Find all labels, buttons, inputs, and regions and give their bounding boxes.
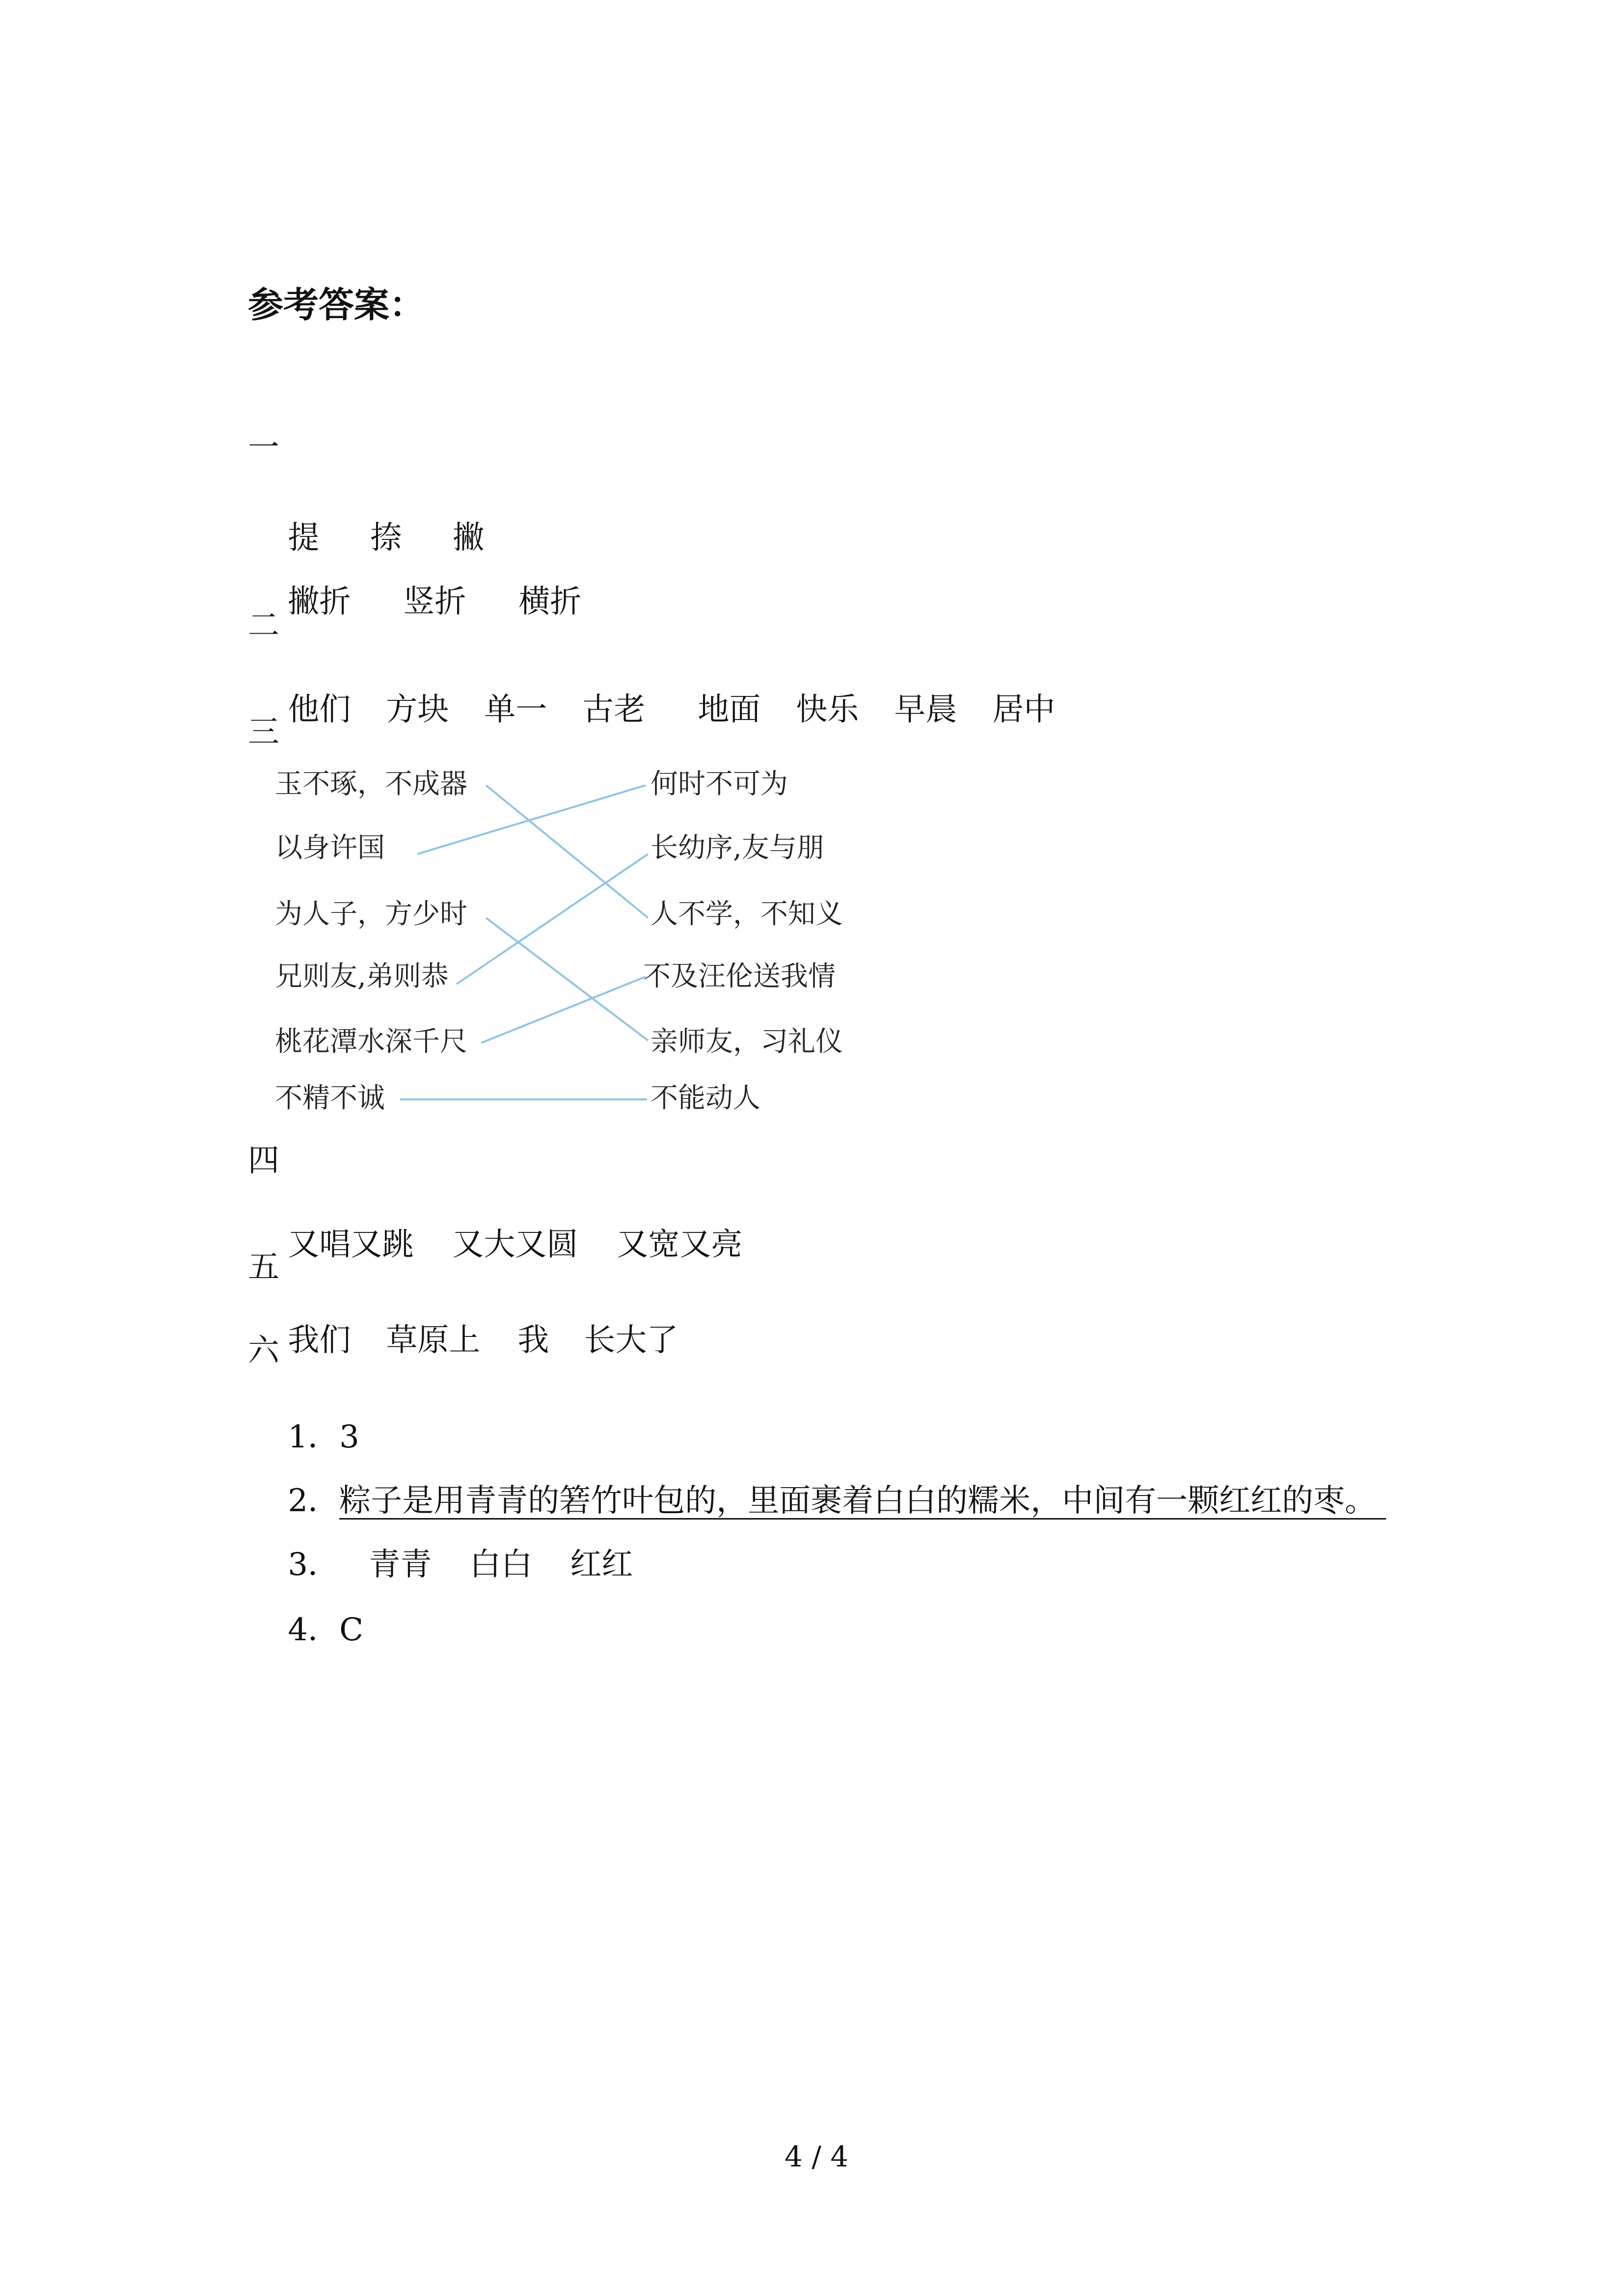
match-line bbox=[486, 918, 648, 1041]
question-number: 1． bbox=[288, 1419, 340, 1455]
answer: 居中 bbox=[992, 692, 1056, 728]
answer: 早晨 bbox=[894, 692, 957, 728]
answer: 提 bbox=[288, 520, 320, 556]
question-number: 3． bbox=[288, 1547, 340, 1583]
question-number: 4． bbox=[288, 1612, 340, 1648]
answer: 他们 bbox=[288, 692, 351, 728]
section-2-label: 二 bbox=[248, 608, 279, 644]
answer: 地面 bbox=[698, 692, 761, 728]
answer: 横折 bbox=[518, 584, 582, 620]
left-item: 桃花潭水深千尺 bbox=[275, 1026, 467, 1058]
match-line bbox=[481, 977, 646, 1043]
section-5-label: 五 bbox=[248, 1249, 279, 1285]
answer: 方块 bbox=[386, 692, 449, 728]
answer: 又大又圆 bbox=[452, 1227, 578, 1263]
section-1-label: 一 bbox=[248, 429, 279, 466]
left-item: 兄则友,弟则恭 bbox=[275, 961, 449, 992]
answer: 长大了 bbox=[584, 1322, 678, 1359]
underline-tail bbox=[1376, 1483, 1386, 1519]
answer: 3 bbox=[339, 1419, 359, 1455]
right-item: 人不学，不知义 bbox=[650, 898, 843, 930]
question-number: 2． bbox=[288, 1483, 340, 1519]
section-6-label: 六 bbox=[248, 1333, 279, 1369]
answer: 草原上 bbox=[386, 1322, 481, 1359]
section-4-row-1 bbox=[248, 1198, 742, 1292]
right-item: 亲师友，习礼仪 bbox=[650, 1026, 843, 1058]
right-item: 不及汪伦送我情 bbox=[643, 961, 836, 992]
answer: 快乐 bbox=[796, 692, 859, 728]
match-line bbox=[457, 854, 648, 984]
match-line bbox=[486, 785, 648, 918]
answer: 撇 bbox=[453, 520, 485, 556]
answer: 古老 bbox=[582, 692, 646, 728]
left-item: 不精不诚 bbox=[275, 1082, 385, 1114]
question-4 bbox=[248, 1583, 363, 1677]
answer: 我们 bbox=[288, 1322, 351, 1359]
answer: 白白 bbox=[469, 1547, 533, 1583]
left-item: 以身许国 bbox=[275, 832, 385, 864]
right-item: 不能动人 bbox=[650, 1082, 760, 1114]
answer: 又唱又跳 bbox=[288, 1227, 414, 1263]
answer: 青青 bbox=[369, 1547, 432, 1583]
answer: 撇折 bbox=[288, 584, 351, 620]
page-title: 参考答案： bbox=[248, 284, 425, 325]
section-5-row-1 bbox=[248, 1293, 678, 1388]
left-item: 为人子，方少时 bbox=[275, 898, 467, 930]
answer: 竖折 bbox=[403, 584, 466, 620]
right-item: 何时不可为 bbox=[650, 768, 788, 800]
right-item: 长幼序,友与朋 bbox=[650, 832, 824, 864]
page-number: 4 / 4 bbox=[785, 2140, 849, 2173]
section-4-label: 四 bbox=[248, 1143, 279, 1179]
answer: 我 bbox=[517, 1322, 549, 1359]
left-item: 玉不琢，不成器 bbox=[275, 768, 467, 800]
answer: C bbox=[339, 1612, 364, 1648]
section-3-label: 三 bbox=[248, 714, 279, 750]
answer: 又宽又亮 bbox=[617, 1227, 743, 1263]
answer: 捺 bbox=[370, 520, 402, 556]
answer: 粽子是用青青的箬竹叶包的，里面裹着白白的糯米，中间有一颗红红的枣。 bbox=[339, 1483, 1377, 1519]
answer: 红红 bbox=[570, 1547, 633, 1583]
answer: 单一 bbox=[484, 692, 547, 728]
